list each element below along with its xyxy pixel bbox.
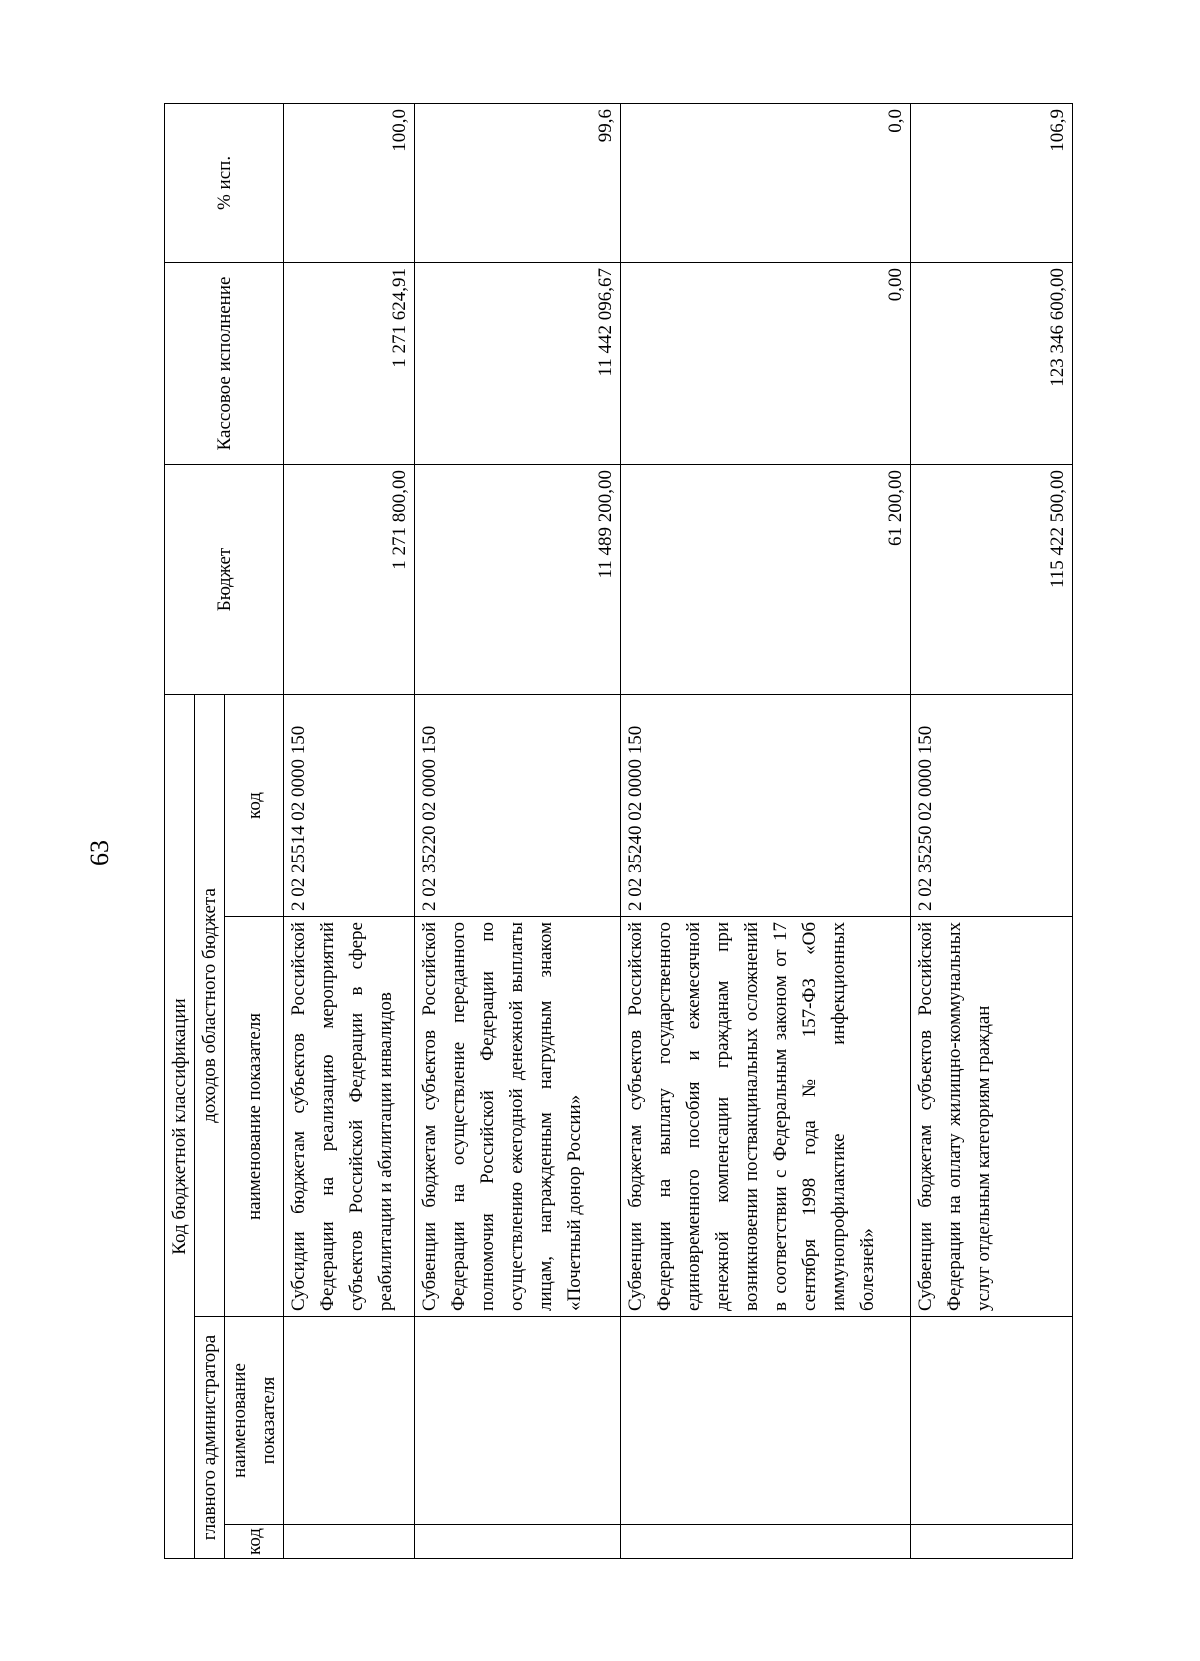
header-cash: Кассовое исполнение xyxy=(165,262,284,464)
header-income-code: код xyxy=(225,694,284,916)
header-admin-name: наименование показателя xyxy=(225,1317,284,1525)
admin-code-cell xyxy=(911,1525,1073,1559)
income-code-cell: 2 02 35220 02 0000 150 xyxy=(415,694,621,916)
pct-cell: 100,0 xyxy=(284,103,415,262)
income-name-cell: Субвенции бюджетам субъектов Российской Федерации на выплату государственного единовременного пособия и ежемесячной денежной компенсации гражданам при возникновении поствакцинальных осложнений в соответствии с Федеральным законом от 17 сентября 1998 года № 157-ФЗ «Об иммунопрофилактике инфекционных болезней» xyxy=(621,917,911,1317)
admin-code-cell xyxy=(284,1525,415,1559)
pct-cell: 0,0 xyxy=(621,103,911,262)
header-pct: % исп. xyxy=(165,103,284,262)
income-code-cell: 2 02 35240 02 0000 150 xyxy=(621,694,911,916)
pct-cell: 106,9 xyxy=(911,103,1073,262)
pct-cell: 99,6 xyxy=(415,103,621,262)
admin-name-cell xyxy=(621,1317,911,1525)
header-admin: главного администратора xyxy=(195,1317,225,1559)
cash-cell: 1 271 624,91 xyxy=(284,262,415,464)
budget-cell: 61 200,00 xyxy=(621,464,911,694)
header-admin-code: код xyxy=(225,1525,284,1559)
header-income-name: наименование показателя xyxy=(225,917,284,1317)
budget-cell: 11 489 200,00 xyxy=(415,464,621,694)
income-name-cell: Субвенции бюджетам субъектов Российской Федерации на осуществление переданного полномочия Российской Федерации по осуществлению ежегодной денежной выплаты лицам, награжденным нагрудным знаком «Почетный донор России» xyxy=(415,917,621,1317)
header-budget: Бюджет xyxy=(165,464,284,694)
header-kbk: Код бюджетной классификации xyxy=(165,694,195,1558)
budget-table xyxy=(164,103,1073,1559)
income-name-cell: Субвенции бюджетам субъектов Российской Федерации на оплату жилищно-коммунальных услуг отдельным категориям граждан xyxy=(911,917,1073,1317)
page-number: 63 xyxy=(85,840,114,866)
admin-name-cell xyxy=(415,1317,621,1525)
cash-cell: 0,00 xyxy=(621,262,911,464)
cash-cell: 11 442 096,67 xyxy=(415,262,621,464)
admin-code-cell xyxy=(415,1525,621,1559)
income-code-cell: 2 02 25514 02 0000 150 xyxy=(284,694,415,916)
income-code-cell: 2 02 35250 02 0000 150 xyxy=(911,694,1073,916)
table-row xyxy=(415,103,621,1558)
income-name-cell: Субсидии бюджетам субъектов Российской Федерации на реализацию мероприятий субъектов Российской Федерации в сфере реабилитации и абилитации инвалидов xyxy=(284,917,415,1317)
table-row xyxy=(284,103,415,1558)
table-row xyxy=(621,103,911,1558)
budget-cell: 1 271 800,00 xyxy=(284,464,415,694)
cash-cell: 123 346 600,00 xyxy=(911,262,1073,464)
header-income: доходов областного бюджета xyxy=(195,694,225,1316)
rotated-page-content xyxy=(164,104,1068,1559)
budget-cell: 115 422 500,00 xyxy=(911,464,1073,694)
admin-name-cell xyxy=(911,1317,1073,1525)
table-row xyxy=(911,103,1073,1558)
admin-name-cell xyxy=(284,1317,415,1525)
admin-code-cell xyxy=(621,1525,911,1559)
